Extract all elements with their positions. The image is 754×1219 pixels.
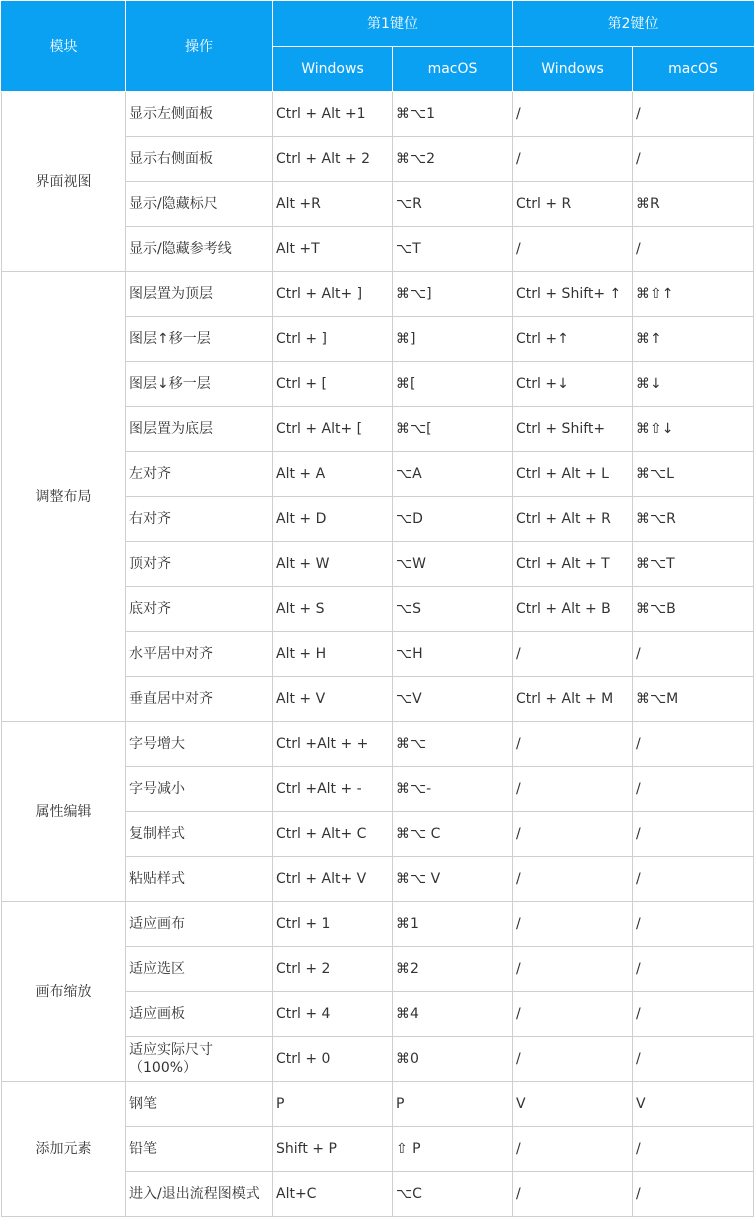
operation-cell: 适应画板 xyxy=(126,992,273,1037)
key1-windows-cell: Ctrl + 2 xyxy=(273,947,393,992)
key1-macos-cell: ⌥W xyxy=(393,542,513,587)
key2-macos-cell: / xyxy=(633,137,754,182)
key2-windows-cell: / xyxy=(513,1037,633,1082)
key1-macos-cell: ⌘⌥- xyxy=(393,767,513,812)
header-key1-windows: Windows xyxy=(273,47,393,92)
key1-windows-cell: Alt + V xyxy=(273,677,393,722)
key1-macos-cell: ⌘⌥[ xyxy=(393,407,513,452)
key1-windows-cell: Ctrl + Alt+ [ xyxy=(273,407,393,452)
key2-windows-cell: / xyxy=(513,92,633,137)
key1-windows-cell: Alt + H xyxy=(273,632,393,677)
key2-windows-cell: Ctrl + Shift+ xyxy=(513,407,633,452)
operation-cell: 图层置为顶层 xyxy=(126,272,273,317)
key1-windows-cell: Ctrl + Alt +1 xyxy=(273,92,393,137)
key1-macos-cell: ⌥C xyxy=(393,1172,513,1217)
key2-windows-cell: Ctrl + Alt + B xyxy=(513,587,633,632)
operation-cell: 图层置为底层 xyxy=(126,407,273,452)
shortcut-table xyxy=(1,1,754,1217)
key1-windows-cell: Alt + A xyxy=(273,452,393,497)
key2-windows-cell: Ctrl + R xyxy=(513,182,633,227)
operation-cell: 铅笔 xyxy=(126,1127,273,1172)
key2-macos-cell: / xyxy=(633,632,754,677)
key2-macos-cell: / xyxy=(633,1172,754,1217)
key2-windows-cell: / xyxy=(513,992,633,1037)
key1-macos-cell: ⇧ P xyxy=(393,1127,513,1172)
key2-windows-cell: / xyxy=(513,722,633,767)
key1-windows-cell: Alt+C xyxy=(273,1172,393,1217)
key1-macos-cell: P xyxy=(393,1082,513,1127)
operation-cell: 图层↑移一层 xyxy=(126,317,273,362)
key2-windows-cell: / xyxy=(513,632,633,677)
key2-macos-cell: ⌘⌥L xyxy=(633,452,754,497)
key1-windows-cell: P xyxy=(273,1082,393,1127)
key1-macos-cell: ⌘⌥1 xyxy=(393,92,513,137)
key1-windows-cell: Ctrl + [ xyxy=(273,362,393,407)
key1-macos-cell: ⌥S xyxy=(393,587,513,632)
operation-cell: 图层↓移一层 xyxy=(126,362,273,407)
key2-windows-cell: / xyxy=(513,767,633,812)
module-cell: 画布缩放 xyxy=(2,902,126,1082)
key1-windows-cell: Ctrl +Alt + - xyxy=(273,767,393,812)
module-cell: 界面视图 xyxy=(2,92,126,272)
key1-macos-cell: ⌘2 xyxy=(393,947,513,992)
key2-windows-cell: Ctrl + Alt + T xyxy=(513,542,633,587)
key2-windows-cell: / xyxy=(513,1172,633,1217)
key1-macos-cell: ⌥A xyxy=(393,452,513,497)
key1-windows-cell: Ctrl + 4 xyxy=(273,992,393,1037)
key1-macos-cell: ⌘[ xyxy=(393,362,513,407)
key2-windows-cell: / xyxy=(513,227,633,272)
key2-macos-cell: / xyxy=(633,992,754,1037)
operation-cell: 粘贴样式 xyxy=(126,857,273,902)
key1-windows-cell: Alt + W xyxy=(273,542,393,587)
module-cell: 调整布局 xyxy=(2,272,126,722)
key1-windows-cell: Ctrl + Alt+ C xyxy=(273,812,393,857)
key2-macos-cell: / xyxy=(633,1127,754,1172)
key2-macos-cell: ⌘↓ xyxy=(633,362,754,407)
key2-macos-cell: / xyxy=(633,767,754,812)
key2-macos-cell: ⌘⌥B xyxy=(633,587,754,632)
key1-windows-cell: Ctrl + Alt+ V xyxy=(273,857,393,902)
operation-cell: 底对齐 xyxy=(126,587,273,632)
key1-macos-cell: ⌘⌥ V xyxy=(393,857,513,902)
key1-macos-cell: ⌘⌥] xyxy=(393,272,513,317)
key1-windows-cell: Alt + S xyxy=(273,587,393,632)
key2-windows-cell: Ctrl + Alt + R xyxy=(513,497,633,542)
operation-cell: 复制样式 xyxy=(126,812,273,857)
key1-macos-cell: ⌥V xyxy=(393,677,513,722)
key2-macos-cell: / xyxy=(633,857,754,902)
key1-macos-cell: ⌘4 xyxy=(393,992,513,1037)
header-key2: 第2键位 xyxy=(513,2,754,47)
operation-cell: 显示/隐藏参考线 xyxy=(126,227,273,272)
key1-macos-cell: ⌥D xyxy=(393,497,513,542)
key1-windows-cell: Ctrl + Alt+ ] xyxy=(273,272,393,317)
key1-macos-cell: ⌘⌥2 xyxy=(393,137,513,182)
key2-windows-cell: Ctrl +↑ xyxy=(513,317,633,362)
key2-windows-cell: / xyxy=(513,1127,633,1172)
key2-windows-cell: / xyxy=(513,947,633,992)
operation-cell: 显示/隐藏标尺 xyxy=(126,182,273,227)
key2-macos-cell: ⌘R xyxy=(633,182,754,227)
key2-macos-cell: / xyxy=(633,902,754,947)
key2-macos-cell: ⌘⇧↓ xyxy=(633,407,754,452)
operation-cell: 进入/退出流程图模式 xyxy=(126,1172,273,1217)
header-module: 模块 xyxy=(2,2,126,92)
table-body xyxy=(2,92,754,1217)
key1-windows-cell: Shift + P xyxy=(273,1127,393,1172)
operation-cell: 左对齐 xyxy=(126,452,273,497)
key1-macos-cell: ⌥H xyxy=(393,632,513,677)
operation-cell: 右对齐 xyxy=(126,497,273,542)
key1-windows-cell: Alt +T xyxy=(273,227,393,272)
table-row xyxy=(2,272,754,317)
key1-macos-cell: ⌘⌥ xyxy=(393,722,513,767)
key1-macos-cell: ⌘0 xyxy=(393,1037,513,1082)
key2-windows-cell: / xyxy=(513,902,633,947)
key1-macos-cell: ⌥R xyxy=(393,182,513,227)
key2-macos-cell: / xyxy=(633,722,754,767)
key2-windows-cell: Ctrl + Alt + M xyxy=(513,677,633,722)
operation-cell: 字号增大 xyxy=(126,722,273,767)
key2-windows-cell: V xyxy=(513,1082,633,1127)
key1-macos-cell: ⌘] xyxy=(393,317,513,362)
key2-windows-cell: / xyxy=(513,857,633,902)
operation-cell: 钢笔 xyxy=(126,1082,273,1127)
key2-macos-cell: / xyxy=(633,1037,754,1082)
key2-macos-cell: ⌘⌥T xyxy=(633,542,754,587)
key2-macos-cell: ⌘⇧↑ xyxy=(633,272,754,317)
module-cell: 属性编辑 xyxy=(2,722,126,902)
key2-windows-cell: / xyxy=(513,137,633,182)
operation-cell: 适应画布 xyxy=(126,902,273,947)
operation-cell: 字号减小 xyxy=(126,767,273,812)
key1-windows-cell: Ctrl +Alt + + xyxy=(273,722,393,767)
operation-cell: 水平居中对齐 xyxy=(126,632,273,677)
operation-cell: 顶对齐 xyxy=(126,542,273,587)
key1-windows-cell: Ctrl + Alt + 2 xyxy=(273,137,393,182)
key2-windows-cell: / xyxy=(513,812,633,857)
key2-macos-cell: ⌘⌥M xyxy=(633,677,754,722)
header-key2-windows: Windows xyxy=(513,47,633,92)
operation-cell: 适应实际尺寸（100%） xyxy=(126,1037,273,1082)
operation-cell: 适应选区 xyxy=(126,947,273,992)
key2-macos-cell: V xyxy=(633,1082,754,1127)
header-key2-macos: macOS xyxy=(633,47,754,92)
key2-macos-cell: / xyxy=(633,947,754,992)
key1-windows-cell: Ctrl + 0 xyxy=(273,1037,393,1082)
key1-macos-cell: ⌘⌥ C xyxy=(393,812,513,857)
key2-macos-cell: / xyxy=(633,227,754,272)
key1-windows-cell: Alt + D xyxy=(273,497,393,542)
key1-windows-cell: Ctrl + ] xyxy=(273,317,393,362)
table-row xyxy=(2,92,754,137)
key2-windows-cell: Ctrl +↓ xyxy=(513,362,633,407)
operation-cell: 垂直居中对齐 xyxy=(126,677,273,722)
key2-windows-cell: Ctrl + Alt + L xyxy=(513,452,633,497)
table-row xyxy=(2,1082,754,1127)
key2-macos-cell: / xyxy=(633,812,754,857)
key1-macos-cell: ⌘1 xyxy=(393,902,513,947)
key2-macos-cell: / xyxy=(633,92,754,137)
key1-macos-cell: ⌥T xyxy=(393,227,513,272)
header-key1-macos: macOS xyxy=(393,47,513,92)
key2-windows-cell: Ctrl + Shift+ ↑ xyxy=(513,272,633,317)
key1-windows-cell: Ctrl + 1 xyxy=(273,902,393,947)
module-cell: 添加元素 xyxy=(2,1082,126,1217)
operation-cell: 显示左侧面板 xyxy=(126,92,273,137)
operation-cell: 显示右侧面板 xyxy=(126,137,273,182)
table-row xyxy=(2,902,754,947)
key2-macos-cell: ⌘↑ xyxy=(633,317,754,362)
header-operation: 操作 xyxy=(126,2,273,92)
key2-macos-cell: ⌘⌥R xyxy=(633,497,754,542)
header-key1: 第1键位 xyxy=(273,2,513,47)
key1-windows-cell: Alt +R xyxy=(273,182,393,227)
table-row xyxy=(2,722,754,767)
